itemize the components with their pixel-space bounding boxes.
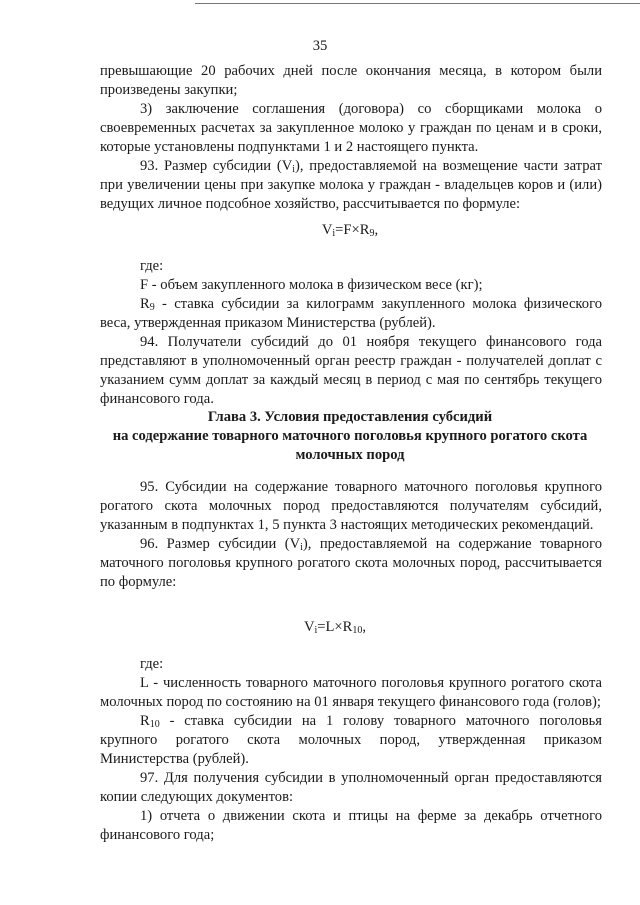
paragraph-94: 94. Получатели субсидий до 01 ноября текущего финансового года представляют в уполномоченный орган реестр граждан - получателей доплат с указанием сумм доплат за каждый месяц в период с мая по сентябрь текущего финансового года. <box>100 334 602 407</box>
chapter-heading <box>90 408 610 465</box>
definition-l: L - численность товарного маточного поголовья крупного рогатого скота молочных пород по состоянию на 01 января текущего финансового года (голов); <box>100 675 602 710</box>
text-block-3 <box>100 478 602 592</box>
scan-top-line <box>195 3 640 4</box>
paragraph-continuation: превышающие 20 рабочих дней после окончания месяца, в котором были произведены закупки; <box>100 63 602 98</box>
paragraph-96: 96. Размер субсидии $(V_i)$, предоставляемой на содержание товарного маточного поголовья крупного рогатого скота молочных пород, рассчитывается по формуле: <box>100 536 602 590</box>
paragraph-95: 95. Субсидии на содержание товарного маточного поголовья крупного рогатого скота молочных пород предоставляются получателям субсидий, указанным в подпунктах 1, 5 пункта 3 настоящих методических рекомендаций. <box>100 479 602 533</box>
heading-line-1: Глава 3. Условия предоставления субсидий <box>207 409 493 425</box>
paragraph-93: 93. Размер субсидии $(V_i)$, предоставляемой на возмещение части затрат при увеличении цены при закупке молока у граждан - владельцев коров и (или) ведущих личное подсобное хозяйство, рассчитывается по формуле: <box>100 158 602 212</box>
text-block-2 <box>100 257 602 409</box>
text-block-1 <box>100 62 602 214</box>
definition-f: F - объем закупленного молока в физическом весе (кг); <box>140 277 483 293</box>
heading-line-3: молочных пород <box>295 447 405 463</box>
text-block-4 <box>100 655 602 845</box>
page-number: 35 <box>312 38 328 54</box>
definition-r10: $R_{10}$ - ставка субсидии на 1 голову товарного маточного поголовья крупного рогатого скота молочных пород, утвержденная приказом Министерства (рублей). <box>100 713 602 767</box>
where-label-2: где: <box>140 656 164 672</box>
definition-r9: $R_9$ - ставка субсидии за килограмм закупленного молока физического веса, утвержденная приказом Министерства (рублей). <box>100 296 602 331</box>
paragraph-97: 97. Для получения субсидии в уполномоченный орган предоставляются копии следующих документов: <box>100 770 602 805</box>
formula-2: $V_i=L\times R_{10}$, <box>303 619 367 636</box>
where-label-1: где: <box>140 258 164 274</box>
list-item-3: 3) заключение соглашения (договора) со сборщиками молока о своевременных расчетах за закупленное молоко у граждан по ценам и в сроки, которые установлены подпунктами 1 и 2 настоящего пункта. <box>100 101 602 155</box>
list-item-1: 1) отчета о движении скота и птицы на ферме за декабрь отчетного финансового года; <box>100 808 602 843</box>
heading-line-2: на содержание товарного маточного поголовья крупного рогатого скота <box>112 428 588 444</box>
formula-1: $V_i=F\times R_9$, <box>321 222 379 239</box>
